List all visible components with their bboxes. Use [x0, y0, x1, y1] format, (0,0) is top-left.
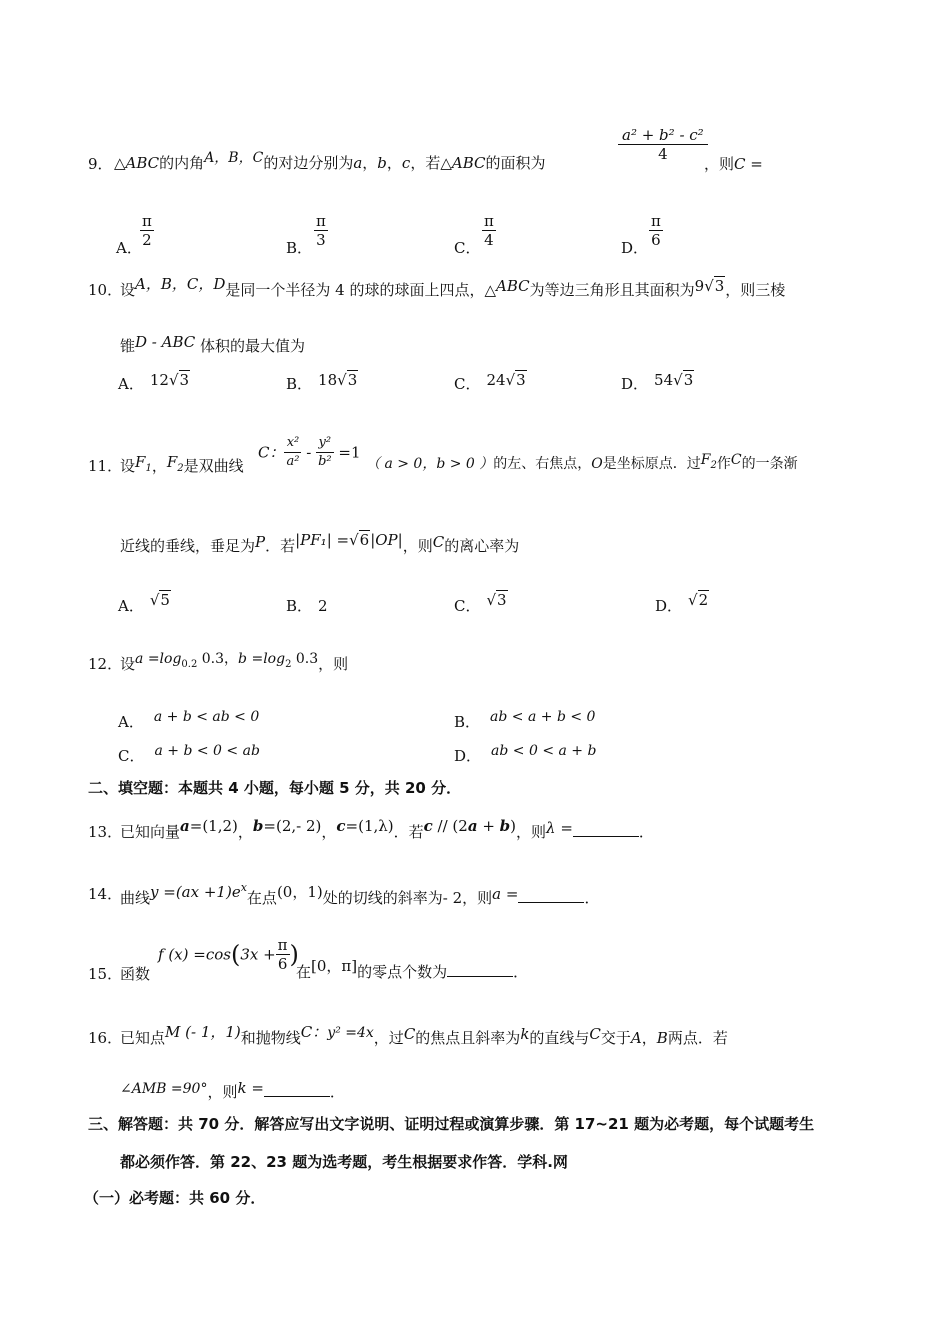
option-d: D． 54√3 [621, 371, 694, 393]
answer-blank[interactable] [518, 888, 584, 903]
question-number: 9． [88, 155, 113, 173]
question-15: 15． 函数 f (x) =cos(3x + $\frac{\pi}{6}$ ) 在[0，π]的零点个数为 ． [88, 936, 529, 983]
question-number: 12． [88, 655, 123, 673]
option-a: A． a + b < ab < 0 [118, 709, 260, 731]
answer-blank[interactable] [264, 1082, 330, 1097]
question-number: 11． [88, 457, 123, 475]
question-number: 13． [88, 823, 123, 841]
question-number: 10． [88, 281, 123, 299]
question-number: 15． [88, 965, 123, 983]
function-expression: f (x) =cos(3x + $\frac{\pi}{6}$ ) [158, 936, 299, 973]
answer-blank[interactable] [447, 962, 513, 977]
question-9: 9． △ABC的内角A，B，C的对边分别为a，b，c，若△ABC的面积为 $\frac{\text{a² + b² - c²}}{4}$ ，则C = [88, 126, 763, 173]
question-11: 11． 设$F_1$，$F_2$是双曲线 C： $\frac{\text{x²}}{\text{a²}}$ - $\frac{\text{y²}}{\text{b²}}$ =1 （ a > 0，b > 0 ）的左、右焦点，O是坐标原点．过$F_2$作C的一条渐 [88, 435, 798, 475]
question-number: 14． [88, 885, 123, 903]
option-d: D． ab < 0 < a + b [454, 743, 597, 765]
area-fraction: $\frac{\text{a² + b² - c²}}{4}$ [618, 126, 708, 163]
option-b: B． 2 [286, 597, 328, 615]
option-c: C． 24√3 [454, 371, 526, 393]
answer-blank[interactable] [573, 822, 639, 837]
option-b: B． ab < a + b < 0 [454, 709, 596, 731]
hyperbola-equation: C： $\frac{\text{x²}}{\text{a²}}$ - $\frac{\text{y²}}{\text{b²}}$ =1 [258, 435, 361, 469]
option-a: A． 12√3 [118, 371, 190, 393]
option-d: D． √2 [655, 591, 709, 615]
question-9-stem: △ABC的内角A，B，C的对边分别为a，b，c，若△ABC的面积为 [114, 150, 546, 172]
option-b: B． 18√3 [286, 371, 358, 393]
question-9-options: A． $\frac{\pi}{2}$ B． $\frac{\pi}{3}$ C． $\frac{\pi}{4}$ D． $\frac{\pi}{6}$ [116, 212, 661, 257]
exam-page: 9． △ABC的内角A，B，C的对边分别为a，b，c，若△ABC的面积为 $\frac{\text{a² + b² - c²}}{4}$ ，则C = A． $\frac{\pi}{2}$ B． $\frac{\pi}{3}$ C． $\frac{\pi}{4}$ D． $\frac{\pi}{6}$ 10． 设A，B，C，D是同一个半径为 4 的球的球面上四点，△ABC为等边三角形且其面积为9√3，则三棱 锥D - ABC 体积的最大值为 A． 12√3 B． 18√3 C． 24√3 D． 54√3 11． 设$F_1$，$F_2$是双曲线 C： $\frac{\text{x²}}{\text{a²}}$ - $\frac{\text{y²}}{\text{b²}}$ =1 （ a > 0，b > 0 ）的左、右焦点，O是坐标原点．过$F_2$作C的一条渐 近线的垂线，垂足为P．若|PF₁| =√6|OP|，则C的离心率为 A． √5 B． 2 C． √3 D． √2 12． 设$a =\log_{0.2}$ 0.3，$b =\log_2$ 0.3，则 A． a + b < ab < 0 B． ab < a + b < 0 C． a + b < 0 < ab D． ab < 0 < a + b 二、填空题：本题共 4 小题，每小题 5 分，共 20 分． 13． 已知向量a=(1,2)，b=(2,- 2)，c=(1,λ)．若c // (2a + b)，则λ = ． 14． 曲线$y =(ax +1)e^x$在点(0，1)处的切线的斜率为- 2，则a = ． 15． 函数 f (x) =cos(3x + $\frac{\pi}{6}$ ) 在[0，π]的零点个数为 ． 16． 已知点M (- 1，1)和抛物线C：y² =4x，过C的焦点且斜率为k的直线与C交于A，B两点．若 ∠AMB =90°，则k = ． 三、解答题：共 70 分．解答应写出文字说明、证明过程或演算步骤．第 17~21 题为必考题，每个试题考生 都必须作答．第 22、23 题为选考题，考生根据要求作答．学科.网 （一）必考题：共 60 分． [0, 0, 950, 1344]
option-a: A． √5 [118, 591, 170, 615]
question-number: 16． [88, 1029, 123, 1047]
option-c: C． √3 [454, 591, 507, 615]
option-c: C． a + b < 0 < ab [118, 743, 260, 765]
